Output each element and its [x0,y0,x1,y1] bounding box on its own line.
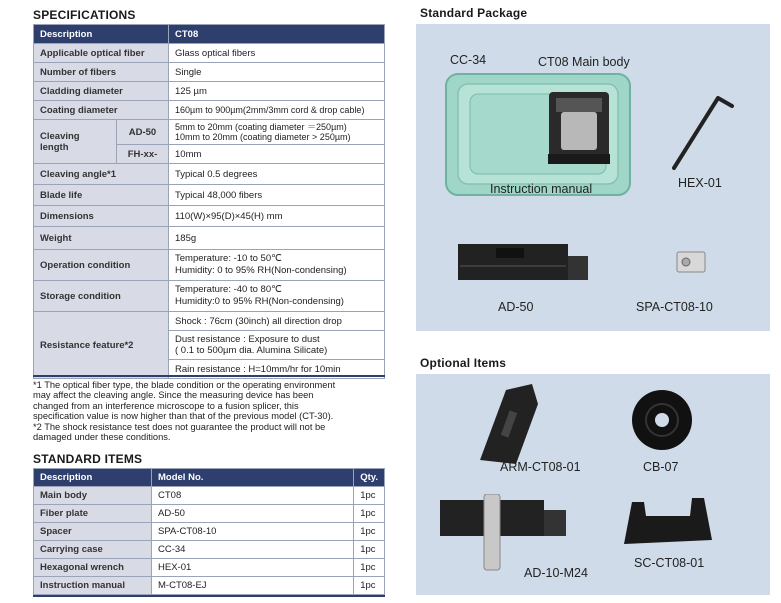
spec-label: Cleaving angle*1 [34,164,169,185]
std-row [34,577,385,595]
spec-label: Weight [34,227,169,250]
spec-value: Typical 0.5 degrees [169,164,385,185]
label-cc34: CC-34 [450,53,487,67]
label-arm-ct08-01: ARM-CT08-01 [500,460,581,474]
resistance-dust [169,331,385,360]
std-model: SPA-CT08-10 [152,523,354,541]
storage-value [169,281,385,312]
std-description: Spacer [34,523,152,541]
operation-line1: Temperature: -10 to 50℃ [175,253,282,264]
std-row [34,541,385,559]
std-qty: 1pc [354,541,385,559]
spec-value: 110(W)×95(D)×45(H) mm [169,206,385,227]
spec-header-row [34,25,385,44]
storage-line2: Humidity:0 to 95% RH(Non-condensing) [175,296,344,307]
note-line: may affect the cleaving angle. Since the measuring device has been [33,390,314,401]
std-model: CT08 [152,487,354,505]
label-sc-ct08-01: SC-CT08-01 [634,556,705,570]
standard-package-title: Standard Package [420,6,528,20]
cb07-image [630,388,694,452]
ad50-sublabel: AD-50 [117,120,169,145]
label-spa-ct08-10: SPA-CT08-10 [636,300,713,314]
label-hex01: HEX-01 [678,176,722,190]
std-header-model: Model No. [152,469,354,487]
spec-value: 185g [169,227,385,250]
operation-line2: Humidity: 0 to 95% RH(Non-condensing) [175,265,347,276]
std-header-row [34,469,385,487]
spec-label: Cladding diameter [34,82,169,101]
label-instruction-manual: Instruction manual [490,182,593,196]
note-line: damaged under these conditions. [33,432,171,443]
label-cb07: CB-07 [643,460,679,474]
std-model: CC-34 [152,541,354,559]
std-description: Instruction manual [34,577,152,595]
spec-row [34,82,385,101]
resistance-shock: Shock : 76cm (30inch) all direction drop [169,312,385,331]
spec-header-value: CT08 [169,25,385,44]
std-qty: 1pc [354,559,385,577]
std-qty: 1pc [354,523,385,541]
specifications-table [33,24,385,379]
spec-row [34,185,385,206]
std-model: M-CT08-EJ [152,577,354,595]
std-row [34,559,385,577]
spec-row [34,63,385,82]
dust-line2: ( 0.1 to 500µm dia. Alumina Silicate) [175,345,328,356]
spec-bottom-rule [33,375,385,377]
hex-wrench-image [668,92,738,172]
std-qty: 1pc [354,577,385,595]
std-row [34,487,385,505]
optional-items-title: Optional Items [420,356,507,370]
spec-value: 125 µm [169,82,385,101]
std-qty: 1pc [354,487,385,505]
standard-items-table [33,468,385,595]
fh-value: 10mm [169,145,385,164]
std-model: HEX-01 [152,559,354,577]
sc-ct08-01-image [620,494,716,550]
spec-row-resistance [34,312,385,331]
ad50-line2: 10mm to 20mm (coating diameter > 250µm) [175,132,351,142]
spec-notes [33,380,393,442]
storage-line1: Temperature: -40 to 80℃ [175,284,282,295]
spec-value: Typical 48,000 fibers [169,185,385,206]
resistance-rain: Rain resistance : H=10mm/hr for 10min [169,360,385,379]
carrying-case-image [444,72,632,197]
spacer-image [674,248,708,276]
operation-label: Operation condition [34,250,169,281]
standard-package-panel [416,24,770,331]
std-description: Fiber plate [34,505,152,523]
spec-row-storage [34,281,385,312]
spec-header-label: Description [34,25,169,44]
spec-label: Applicable optical fiber [34,44,169,63]
resistance-label: Resistance feature*2 [34,312,169,379]
std-description: Main body [34,487,152,505]
spec-label: Blade life [34,185,169,206]
std-header-description: Description [34,469,152,487]
spec-value: 160µm to 900µm(2mm/3mm cord & drop cable) [169,101,385,120]
spec-row [34,164,385,185]
label-main-body: CT08 Main body [538,55,630,69]
spec-value: Single [169,63,385,82]
storage-label: Storage condition [34,281,169,312]
spec-row-operation [34,250,385,281]
std-description: Hexagonal wrench [34,559,152,577]
spec-row [34,227,385,250]
optional-items-panel [416,374,770,595]
standard-items-title: STANDARD ITEMS [33,452,143,466]
note-line: changed from an interference microscope to a fusion splicer, this [33,400,299,411]
ad50-line1: 5mm to 20mm (coating diameter ＝250µm) [175,122,347,132]
std-row [34,523,385,541]
std-bottom-rule [33,595,385,597]
std-row [34,505,385,523]
specifications-title: SPECIFICATIONS [33,8,136,22]
dust-line1: Dust resistance : Exposure to dust [175,334,320,345]
note-line: specification value is now higher than that of the previous model (CT-30). [33,411,334,422]
ad50-value [169,120,385,145]
spec-row [34,101,385,120]
spec-label: Dimensions [34,206,169,227]
label-ad50: AD-50 [498,300,534,314]
fh-sublabel: FH-xx- [117,145,169,164]
std-header-qty: Qty. [354,469,385,487]
spec-row [34,44,385,63]
label-ad10-m24: AD-10-M24 [524,566,588,580]
spec-label: Coating diameter [34,101,169,120]
arm-image [466,380,546,466]
cleaving-length-label: Cleaving length [34,120,117,164]
note-line: *2 The shock resistance test does not guarantee the product will not be [33,421,326,432]
ad10-m24-image [438,494,568,576]
spec-label: Number of fibers [34,63,169,82]
std-qty: 1pc [354,505,385,523]
spec-value: Glass optical fibers [169,44,385,63]
std-model: AD-50 [152,505,354,523]
note-line: *1 The optical fiber type, the blade condition or the operating environment [33,380,336,390]
ad50-plate-image [456,242,590,288]
operation-value [169,250,385,281]
std-description: Carrying case [34,541,152,559]
spec-row [34,206,385,227]
spec-row-cleaving-ad50 [34,120,385,145]
